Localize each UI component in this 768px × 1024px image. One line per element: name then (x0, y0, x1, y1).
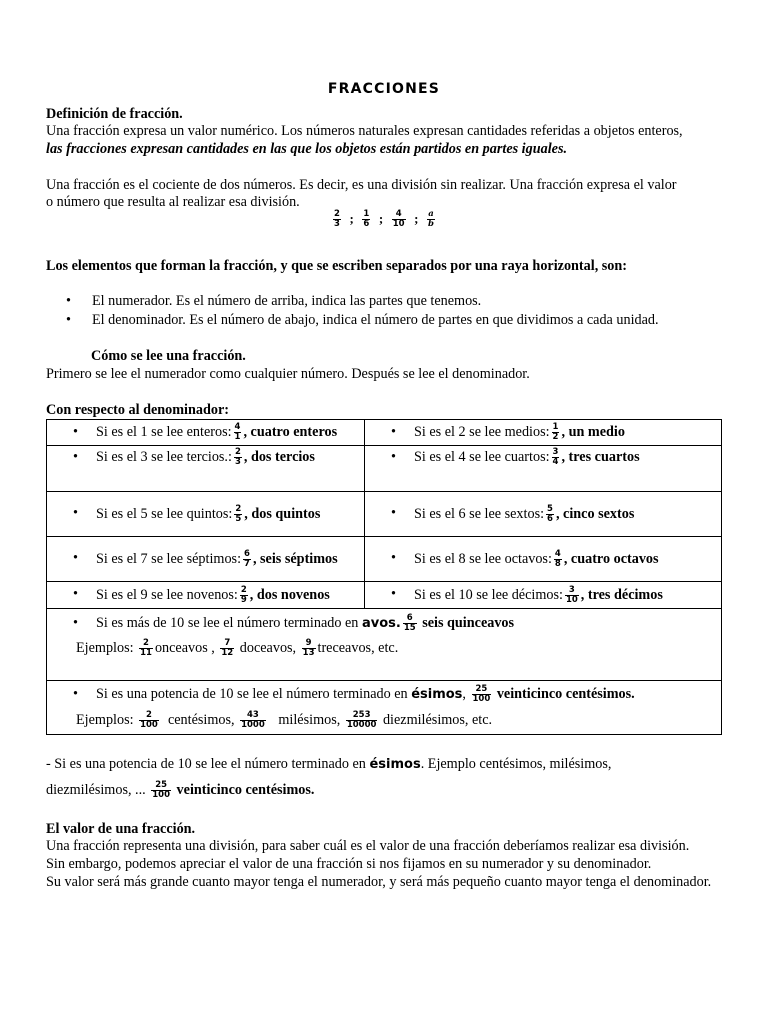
table-row (47, 609, 722, 681)
valor-line-1: Una fracción representa una división, para saber cuál es el valor de una fracción deberíamos realizar esa división. (46, 838, 690, 854)
potencia-line-2: diezmilésimos, ... $\frac{25}{100}$ veinticinco centésimos. (46, 780, 315, 801)
table-cell: • Si es el 6 se lee sextos: $\frac{5}{6}$ , cinco sextos (365, 492, 722, 537)
elementos-heading: Los elementos que forman la fracción, y que se escriben separados por una raya horizontal, son: (46, 258, 628, 274)
definicion-line-2: las fracciones expresan cantidades en las que los objetos están partidos en partes iguales. (46, 141, 568, 157)
table-cell: • Si es el 8 se lee octavos: $\frac{4}{8}$ , cuatro octavos (365, 537, 722, 582)
table-cell: • Si es el 10 se lee décimos: $\frac{3}{10}$ , tres décimos (365, 582, 722, 609)
page-title: FRACCIONES (327, 81, 441, 97)
definicion-line-1: Una fracción expresa un valor numérico. Los números naturales expresan cantidades referidas a objetos enteros, (46, 123, 683, 139)
table-cell: •Si es el 9 se lee novenos: $\frac{2}{9}$ , dos novenos (47, 582, 365, 609)
table-row (47, 492, 722, 537)
table-cell: • Si es el 2 se lee medios: $\frac{1}{2}$ , un medio (365, 420, 722, 446)
fraction-example: $\frac{a}{b}$ (428, 209, 434, 229)
table-row (47, 537, 722, 582)
table-row (47, 420, 722, 446)
table-cell: • Si es el 4 se lee cuartos: $\frac{3}{4}$ , tres cuartos (365, 446, 722, 492)
list-item: •El denominador. Es el número de abajo, indica el número de partes en que dividimos a cada unidad. (46, 312, 722, 329)
valor-line-3: Su valor será más grande cuanto mayor tenga el numerador, y será más pequeño cuanto mayor tenga el denominador. (46, 874, 712, 890)
lectura-heading: Cómo se lee una fracción. (91, 348, 246, 364)
table-cell: •Si es el 5 se lee quintos: $\frac{2}{5}$ , dos quintos (47, 492, 365, 537)
fraction-example: $\frac{4}{10}$ (392, 209, 405, 229)
table-cell: •Si es el 1 se lee enteros: $\frac{4}{1}$ , cuatro enteros (47, 420, 365, 446)
denominador-table (46, 419, 722, 735)
cociente-line-1: Una fracción es el cociente de dos números. Es decir, es una división sin realizar. Una fracción expresa el valor (46, 177, 677, 193)
fraction-examples: $\frac{2}{3}$ ; $\frac{1}{6}$ ; $\frac{4}{10}$ ; $\frac{a}{b}$ (334, 209, 434, 229)
valor-line-2: Sin embargo, podemos apreciar el valor de una fracción si nos fijamos en su numerador y su denominador. (46, 856, 652, 872)
table-cell-avos: •Si es más de 10 se lee el número terminado en avos. $\frac{6}{15}$ seis quinceavos Ejemplos: $\frac{2}{11}$ onceavos , $\frac{7}{12}$ doceavos, $\frac{9}{13}$ treceavos, etc. (47, 609, 722, 681)
valor-heading: El valor de una fracción. (46, 821, 196, 837)
cociente-line-2: o número que resulta al realizar esa división. (46, 194, 300, 210)
definicion-heading: Definición de fracción. (46, 106, 183, 122)
fraction-example: $\frac{2}{3}$ (334, 209, 340, 229)
table-row (47, 582, 722, 609)
fraction-example: $\frac{1}{6}$ (363, 209, 370, 229)
table-cell: •Si es el 7 se lee séptimos: $\frac{6}{7}$ , seis séptimos (47, 537, 365, 582)
potencia-line-1: - Si es una potencia de 10 se lee el número terminado en ésimos. Ejemplo centésimos, milésimos, (46, 756, 612, 772)
table-row (47, 446, 722, 492)
table-cell-esimos: •Si es una potencia de 10 se lee el número terminado en ésimos, $\frac{25}{100}$ veinticinco centésimos. Ejemplos: $\frac{2}{100}$ centésimos, $\frac{43}{1000}$ milésimos, $\frac{253}{10000}$ diezmilésimos, etc. (47, 681, 722, 735)
table-cell: •Si es el 3 se lee tercios.: $\frac{2}{3}$ , dos tercios (47, 446, 365, 492)
lectura-text: Primero se lee el numerador como cualquier número. Después se lee el denominador. (46, 366, 530, 382)
denominador-heading: Con respecto al denominador: (46, 402, 229, 418)
list-item: •El numerador. Es el número de arriba, indica las partes que tenemos. (46, 293, 722, 310)
table-row (47, 681, 722, 735)
